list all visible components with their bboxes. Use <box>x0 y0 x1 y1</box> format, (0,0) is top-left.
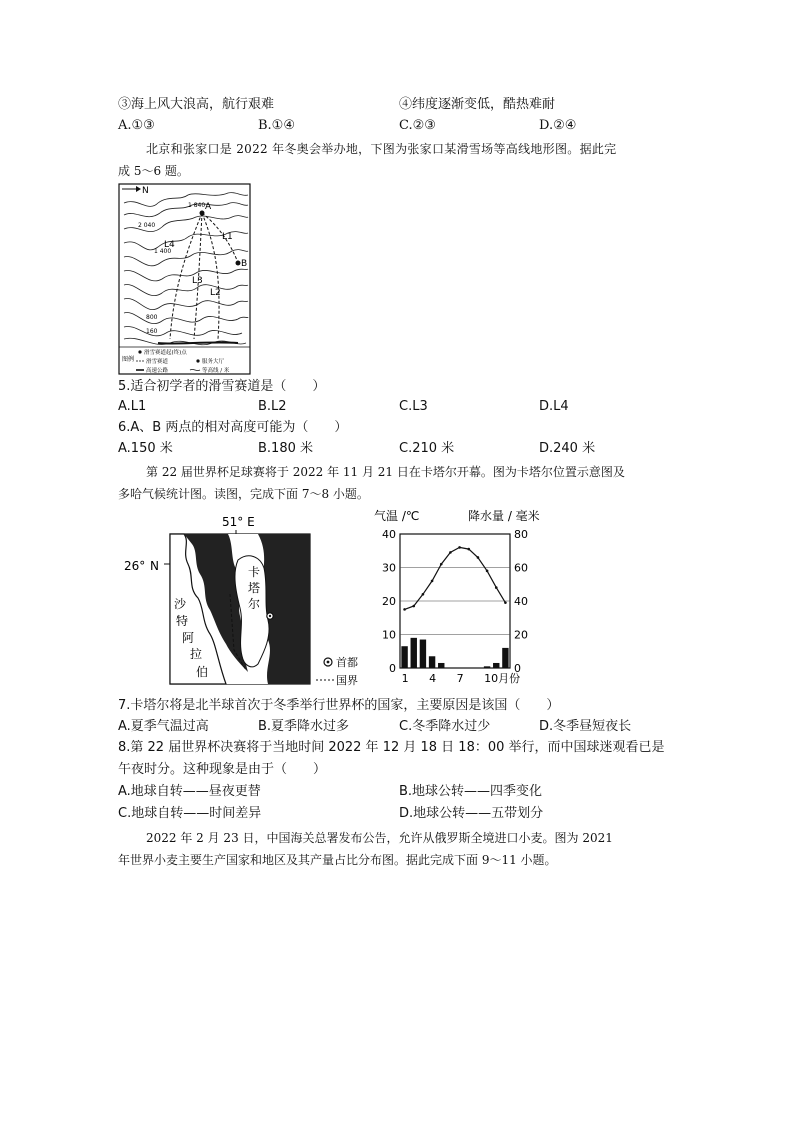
chart-left-tick-label: 30 <box>382 561 396 575</box>
q6-choice-b: B.180 米 <box>258 441 313 456</box>
chart-precip-bar <box>493 663 499 668</box>
chart-precip-bar <box>429 656 435 668</box>
chart-left-tick-label: 40 <box>382 528 396 541</box>
q5-choice-d: D.L4 <box>539 399 569 414</box>
legend-hall-icon <box>196 359 199 362</box>
saudi-label-3: 阿 <box>182 631 195 645</box>
q5-stem: 5.适合初学者的滑雪赛道是（ ） <box>118 379 326 394</box>
saudi-label-1: 沙 <box>174 597 187 611</box>
chart-right-tick-label: 20 <box>514 628 528 642</box>
q4-choice-c: C.②③ <box>399 118 436 133</box>
legend-capital-label: 首都 <box>336 656 358 669</box>
q4-choice-b: B.①④ <box>258 118 295 133</box>
q8-stem-line1: 8.第 22 届世界杯决赛将于当地时间 2022 年 12 月 18 日 18：00 举行，而中国球迷观看已是 <box>118 740 665 755</box>
q7-choice-d: D.冬季昼短夜长 <box>539 719 632 734</box>
chart-temperature-point <box>440 563 443 566</box>
chart-temperature-point <box>495 586 498 589</box>
chart-left-tick-label: 0 <box>389 662 396 675</box>
elevation-label-160: 160 <box>146 328 158 335</box>
contour-map-figure <box>118 183 251 375</box>
legend-item-run: 滑雪赛道 <box>146 359 169 365</box>
qatar-label-1: 卡 <box>248 565 261 579</box>
q8-choice-d: D.地球公转——五带划分 <box>399 806 544 821</box>
q4-option-4: ④纬度逐渐变低，酷热难耐 <box>399 97 556 112</box>
latitude-n-label: N <box>150 559 159 573</box>
longitude-label: 51° E <box>222 515 255 529</box>
chart-right-tick-label: 40 <box>514 595 528 608</box>
legend-title: 图例 <box>122 356 135 363</box>
q5-choice-a: A.L1 <box>118 399 147 414</box>
chart-temperature-point <box>504 601 507 604</box>
intro-5-6-line2: 成 5～6 题。 <box>118 164 189 178</box>
legend-item-contour: 等高线 / 米 <box>202 368 230 374</box>
chart-temperature-point <box>431 580 434 583</box>
q7-choice-a: A.夏季气温过高 <box>118 719 209 734</box>
chart-precip-bar <box>438 663 444 668</box>
intro-5-6-line1: 北京和张家口是 2022 年冬奥会举办地，下图为张家口某滑雪场等高线地形图。据此完 <box>146 142 617 156</box>
q6-choice-c: C.210 米 <box>399 441 455 456</box>
latitude-label: 26° <box>124 559 146 573</box>
run-label-l1: L1 <box>222 232 233 242</box>
q4-choice-a: A.①③ <box>118 118 155 133</box>
chart-x-tick-label: 7 <box>456 672 464 685</box>
q8-stem-line2: 午夜时分。这种现象是由于（ ） <box>118 762 327 777</box>
chart-temperature-point <box>449 551 452 554</box>
q5-choice-b: B.L2 <box>258 399 287 414</box>
intro-7-8-line2: 多哈气候统计图。读图，完成下面 7～8 小题。 <box>118 487 369 501</box>
chart-precip-bar <box>411 638 417 668</box>
q8-choice-c: C.地球自转——时间差异 <box>118 806 262 821</box>
q4-choice-d: D.②④ <box>539 118 577 133</box>
point-a-label: A <box>205 202 212 212</box>
legend-item-start: 滑雪赛道起(终)点 <box>144 350 187 356</box>
point-b-label: B <box>241 259 248 269</box>
chart-precip-bar <box>401 646 407 668</box>
q6-stem: 6.A、B 两点的相对高度可能为（ ） <box>118 420 348 435</box>
point-a-marker <box>200 211 205 216</box>
legend-item-highway: 高速公路 <box>146 368 169 374</box>
elevation-label-1400: 1 400 <box>154 248 172 255</box>
chart-temperature-point <box>467 548 470 551</box>
chart-left-tick-label: 10 <box>382 628 396 642</box>
saudi-label-5: 伯 <box>196 665 209 679</box>
chart-temperature-point <box>486 570 489 573</box>
legend-border-label: 国界 <box>336 674 358 687</box>
chart-ylabel-left: 气温 /℃ <box>374 509 420 523</box>
chart-precip-bar <box>420 640 426 668</box>
qatar-label-2: 塔 <box>248 581 261 595</box>
point-b-marker <box>236 261 241 266</box>
chart-right-tick-label: 80 <box>514 528 528 541</box>
chart-temperature-point <box>477 556 480 559</box>
chart-right-tick-label: 60 <box>514 561 528 575</box>
intro-9-11-line1: 2022 年 2 月 23 日，中国海关总署发布公告，允许从俄罗斯全境进口小麦。图为 2021 <box>146 831 613 845</box>
run-label-l4: L4 <box>164 240 175 250</box>
q7-choice-c: C.冬季降水过少 <box>399 719 491 734</box>
chart-precip-bar <box>502 648 508 668</box>
q6-choice-a: A.150 米 <box>118 441 173 456</box>
run-label-l2: L2 <box>210 288 221 298</box>
chart-ylabel-right: 降水量 / 毫米 <box>468 509 540 523</box>
qatar-label-3: 尔 <box>248 597 261 611</box>
legend-item-hall: 服务大厅 <box>202 359 225 365</box>
elevation-label-1840: 1 840 <box>188 202 206 209</box>
north-label: N <box>142 186 149 196</box>
chart-temperature-point <box>458 546 461 549</box>
elevation-label-2040: 2 040 <box>138 222 156 229</box>
q7-stem: 7.卡塔尔将是北半球首次于冬季举行世界杯的国家，主要原因是该国（ ） <box>118 698 560 713</box>
qatar-location-map <box>118 512 370 690</box>
legend-start-point-icon <box>138 350 141 353</box>
saudi-label-4: 拉 <box>190 647 203 661</box>
elevation-label-800: 800 <box>146 314 158 321</box>
chart-x-tick-label: 4 <box>429 672 437 685</box>
chart-temperature-point <box>422 593 425 596</box>
intro-9-11-line2: 年世界小麦主要生产国家和地区及其产量占比分布图。据此完成下面 9～11 小题。 <box>118 853 557 867</box>
chart-x-tick-label: 10月份 <box>484 672 521 685</box>
chart-right-tick-label: 0 <box>514 662 521 675</box>
intro-7-8-line1: 第 22 届世界杯足球赛将于 2022 年 11 月 21 日在卡塔尔开幕。图为卡塔尔位置示意图及 <box>146 465 625 479</box>
q6-choice-d: D.240 米 <box>539 441 596 456</box>
chart-precip-bar <box>484 666 490 668</box>
chart-temperature-point <box>412 605 415 608</box>
doha-climate-chart <box>372 506 562 690</box>
saudi-label-2: 特 <box>176 614 189 628</box>
chart-temperature-point <box>403 608 406 611</box>
q5-choice-c: C.L3 <box>399 399 428 414</box>
chart-left-tick-label: 20 <box>382 595 396 608</box>
chart-x-tick-label: 1 <box>401 672 409 685</box>
q8-choice-a: A.地球自转——昼夜更替 <box>118 784 261 799</box>
q4-option-3: ③海上风大浪高，航行艰难 <box>118 97 275 112</box>
q7-choice-b: B.夏季降水过多 <box>258 719 350 734</box>
q8-choice-b: B.地球公转——四季变化 <box>399 784 543 799</box>
chart-temperature-line <box>405 547 506 609</box>
run-label-l3: L3 <box>192 276 203 286</box>
